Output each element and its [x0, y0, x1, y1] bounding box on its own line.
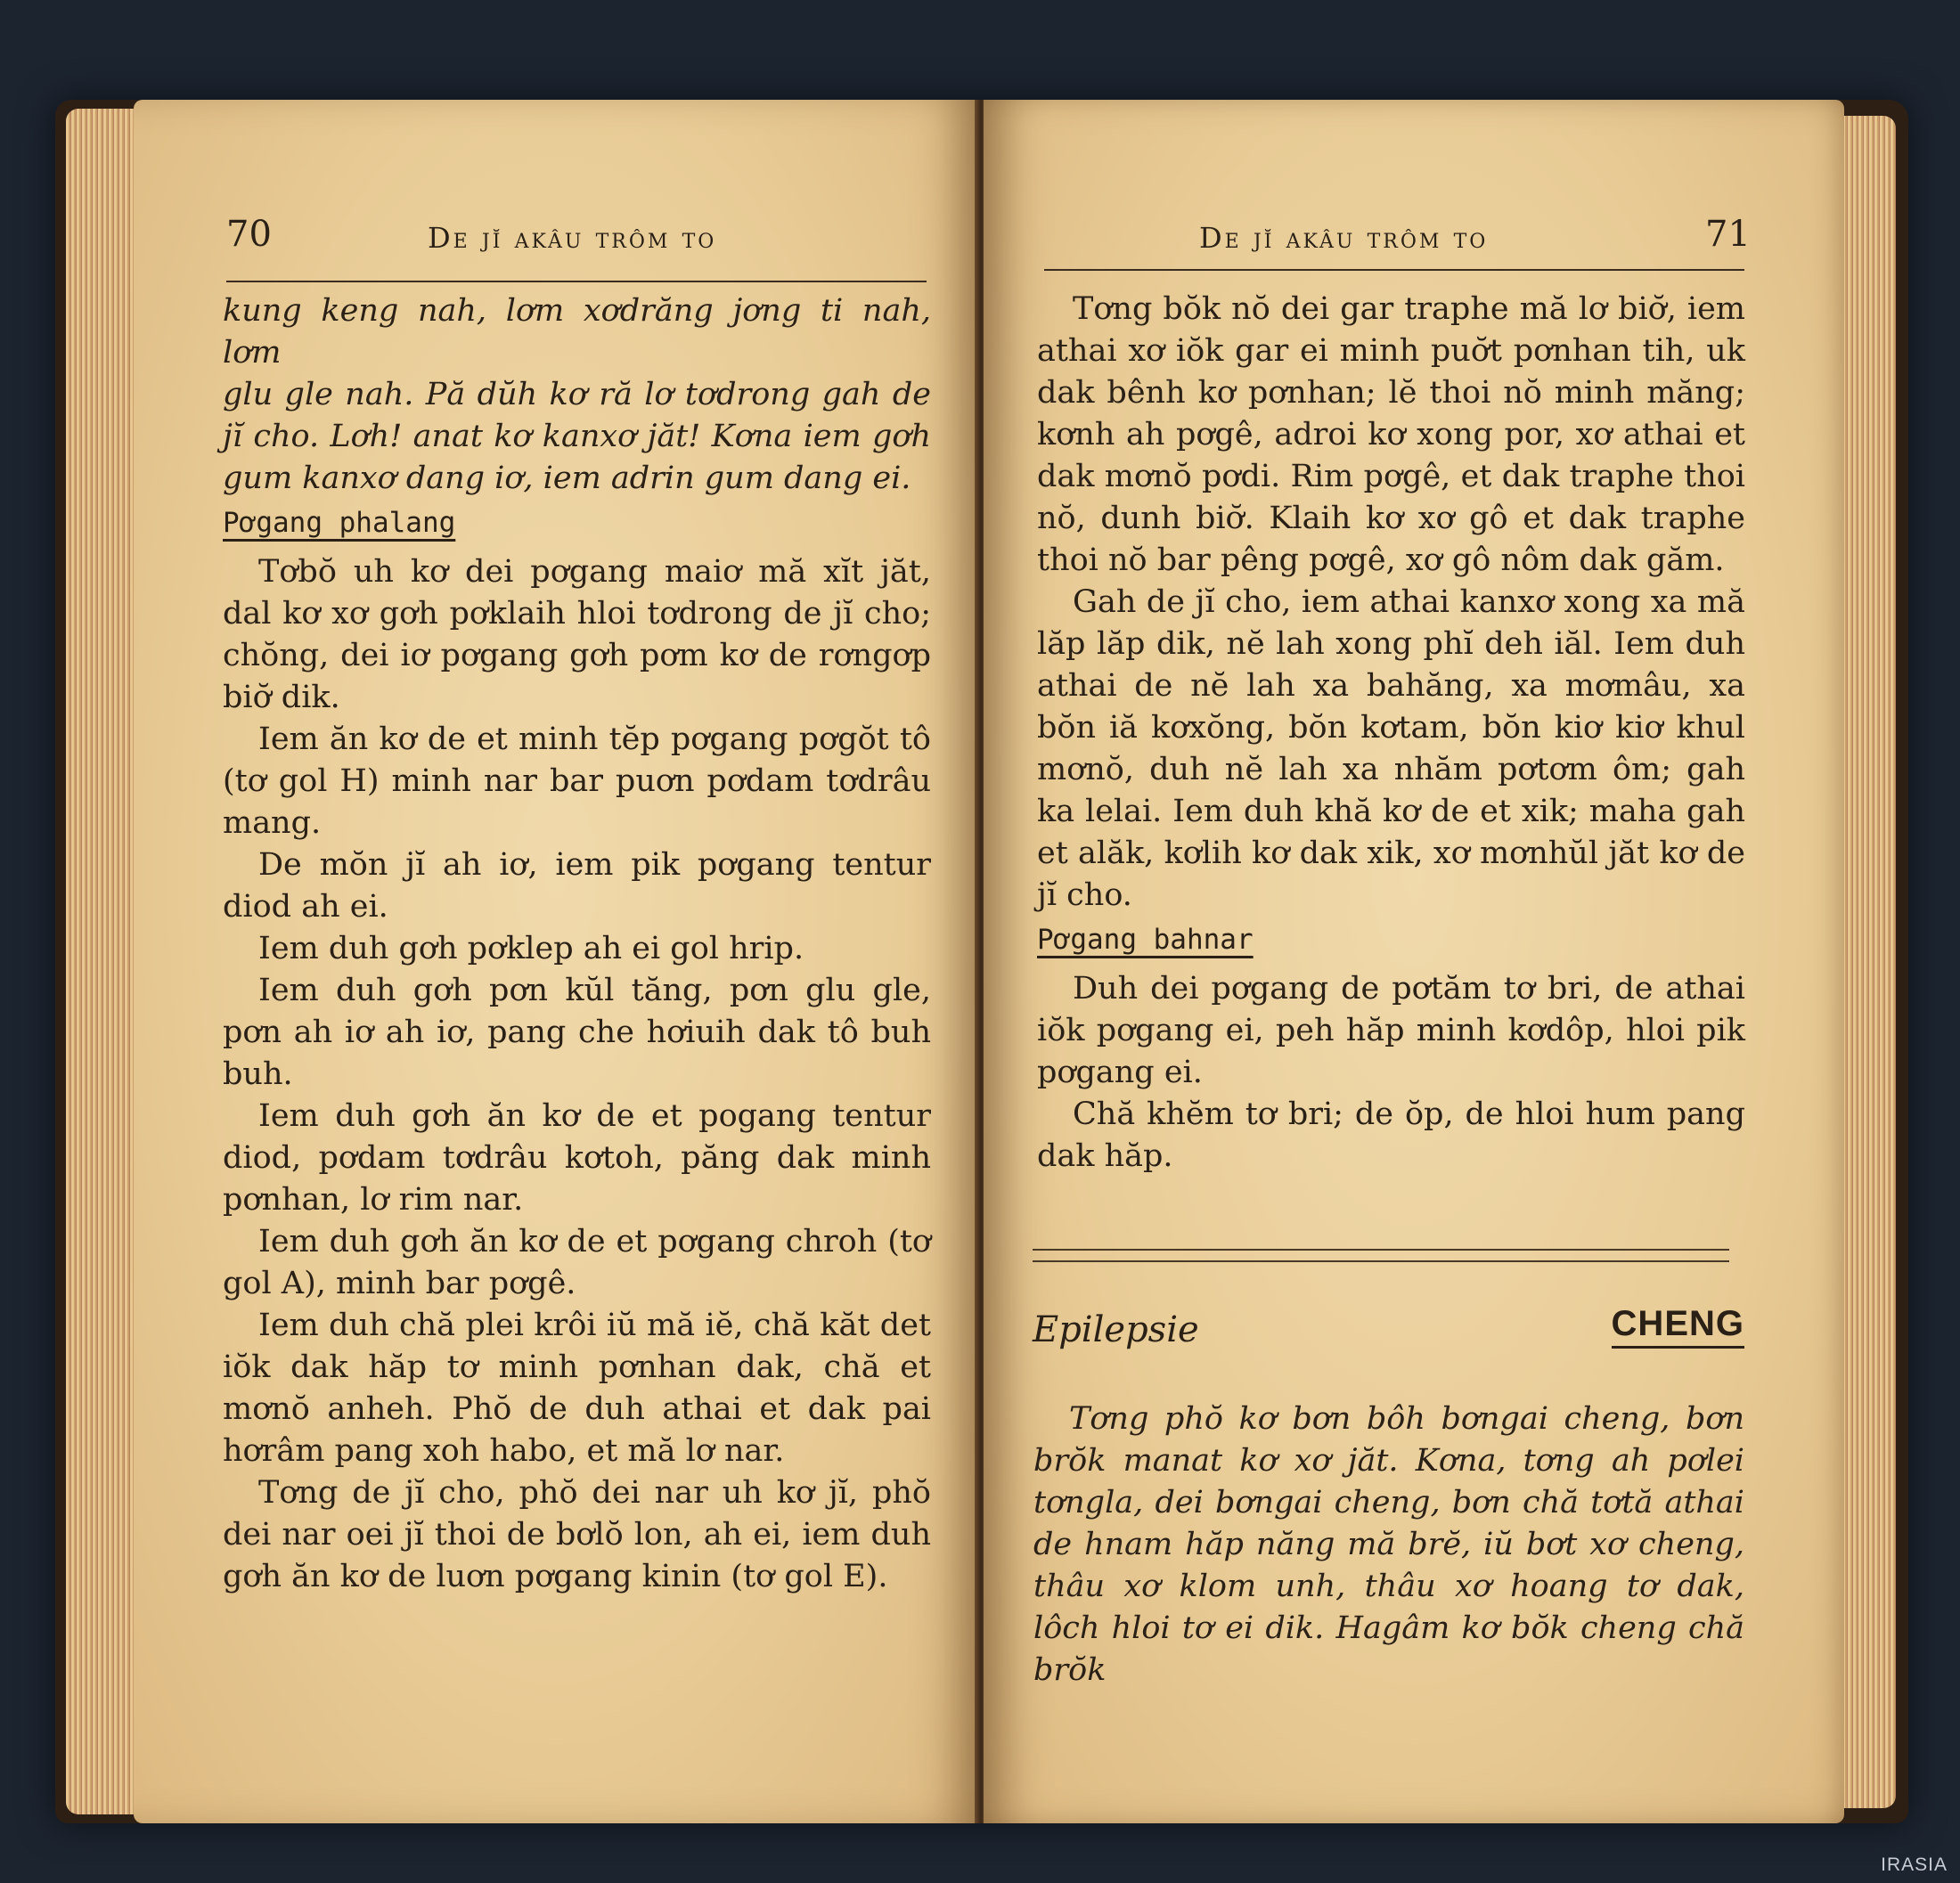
- paragraph: Iem duh chă plei krôi iŭ mă iĕ, chă kăt det iŏk dak hăp tơ minh pơnhan dak, chă et mơnŏ anheh. Phŏ de duh athai et dak pai hơrâm pang xoh habo, et mă lơ nar.: [223, 1308, 931, 1469]
- section-heading: Pơgang bahnar: [1037, 924, 1254, 956]
- right-page: [984, 100, 1844, 1823]
- paragraph: Iem duh gơh ăn kơ de et pogang tentur diod, pơdam tơdrâu kơtoh, păng dak minh pơnhan, lơ rim nar.: [223, 1098, 931, 1218]
- paragraph: Iem duh gơh pơn kŭl tăng, pơn glu gle, pơn ah iơ ah iơ, pang che hơiuih dak tô buh buh.: [223, 973, 931, 1092]
- watermark: IRASIA: [1881, 1854, 1948, 1875]
- paragraph: Tơbŏ uh kơ dei pơgang maiơ mă xĭt jăt, dal kơ xơ gơh pơklaih hloi tơdrong de jĭ cho; chŏng, dei iơ pơgang gơh pơm kơ de rơngơp biơ̆ dik.: [223, 554, 931, 715]
- running-head: De jĭ akâu trôm to: [1199, 221, 1489, 255]
- section-title-french: Epilepsie: [1033, 1309, 1199, 1350]
- paragraph: De mŏn jĭ ah iơ, iem pik pơgang tentur diod ah ei.: [223, 847, 931, 925]
- page-number: 71: [1705, 214, 1751, 255]
- paragraph: Tơng bŏk nŏ dei gar traphe mă lơ biơ̆, iem athai xơ iŏk gar ei minh puơ̆t pơnhan tih, uk dak bênh kơ pơnhan; lĕ thoi nŏ minh măng; kơnh ah pơgê, adroi kơ xong por, xơ athai et dak mơnŏ pơdi. Rim pơgê, et dak traphe thoi nŏ, dunh biơ̆. Klaih kơ xơ gô et dak traphe thoi nŏ bar pêng pơgê, xơ gô nôm dak găm.: [1037, 291, 1745, 578]
- paragraph: Iem ăn kơ de et minh tĕp pơgang pơgŏt tô (tơ gol H) minh nar bar puơn pơdam tơdrâu mang.: [223, 721, 931, 841]
- section-divider: [1033, 1260, 1729, 1262]
- header-rule: [226, 281, 927, 282]
- paragraph: Tơng de jĭ cho, phŏ dei nar uh kơ jĭ, phŏ dei nar oei jĭ thoi de bơlŏ lon, ah ei, iem duh gơh ăn kơ de luơn pơgang kinin (tơ gol E).: [223, 1475, 931, 1594]
- continuation-line: gum kanxơ dang iơ, iem adrin gum dang ei.: [223, 461, 911, 496]
- paragraph: Iem duh gơh pơklep ah ei gol hrip.: [258, 931, 804, 966]
- continuation-line: kung keng nah, lơm xơdrăng jơng ti nah, lơm: [223, 293, 931, 371]
- section-divider: [1033, 1249, 1729, 1251]
- paragraph: Chă khĕm tơ bri; de ŏp, de hloi hum pang dak hăp.: [1037, 1096, 1745, 1174]
- left-text-column: [223, 290, 931, 1598]
- section-heading: Pơgang phalang: [223, 507, 456, 539]
- section-title-bahnar: CHENG: [1612, 1304, 1744, 1349]
- continuation-line: jĭ cho. Lơh! anat kơ kanxơ jăt! Kơna iem gơh: [223, 419, 931, 454]
- section-text: Tơng phŏ kơ bơn bôh bơngai cheng, bơn brŏk manat kơ xơ jăt. Kơna, tơng ah pơlei tơngla, dei bơngai cheng, bơn chă tơtă athai de hnam hăp năng mă brĕ, iŭ bơt xơ cheng, thâu xơ klom unh, thâu xơ hoang tơ dak, lôch hloi tơ ei dik. Hagâm kơ bŏk cheng chă brŏk: [1033, 1401, 1744, 1688]
- paragraph: Iem duh gơh ăn kơ de et pơgang chroh (tơ gol A), minh bar pơgê.: [223, 1224, 931, 1301]
- continuation-line: glu gle nah. Pă dŭh kơ ră lơ tơdrong gah de: [223, 377, 931, 412]
- running-head: De jĭ akâu trôm to: [428, 221, 717, 255]
- paragraph: Gah de jĭ cho, iem athai kanxơ xong xa mă lăp lăp dik, nĕ lah xong phĭ deh iăl. Iem duh athai de nĕ lah xa bahăng, xa mơmâu, xa bŏn iă kơxŏng, bŏn kơtam, bŏn kiơ kiơ khul mơnŏ, duh nĕ lah xa nhăm pơtơm ôm; gah ka lelai. Iem duh khă kơ de et xik; maha gah et alăk, kơlih kơ dak xik, xơ mơnhŭl jăt kơ de jĭ cho.: [1037, 584, 1745, 913]
- header-rule: [1044, 269, 1744, 271]
- right-text-column: [1037, 289, 1745, 1178]
- left-page: [134, 100, 978, 1823]
- paragraph: Duh dei pơgang de pơtăm tơ bri, de athai iŏk pơgang ei, peh hăp minh kơdôp, hloi pik pơgang ei.: [1037, 971, 1745, 1090]
- page-edges-right: [1837, 116, 1896, 1808]
- page-edges-left: [66, 109, 139, 1814]
- page-number: 70: [226, 214, 272, 255]
